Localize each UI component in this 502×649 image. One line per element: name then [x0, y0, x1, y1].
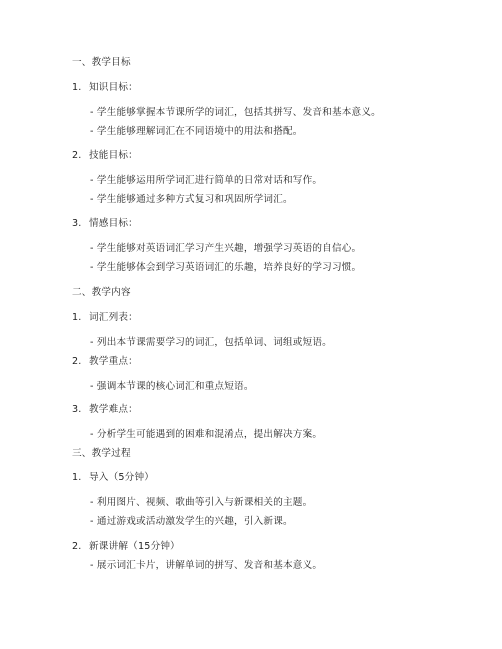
item-knowledge-goal	[72, 82, 138, 94]
item-label: 导入（5分钟）	[89, 472, 155, 483]
item-label: 教学重点：	[89, 356, 138, 367]
section-heading-process: 三、教学过程	[72, 448, 131, 459]
item-number: 3.	[72, 218, 82, 229]
bullet-item: - 学生能够运用所学词汇进行简单的日常对话和写作。	[90, 175, 323, 186]
bullet-item: - 利用图片、视频、歌曲等引入与新课相关的主题。	[90, 497, 313, 508]
bullet-item: - 学生能够对英语词汇学习产生兴趣，增强学习英语的自信心。	[90, 243, 362, 254]
bullet-item: - 分析学生可能遇到的困难和混淆点，提出解决方案。	[90, 429, 323, 440]
bullet-item: - 学生能够通过多种方式复习和巩固所学词汇。	[90, 194, 293, 205]
item-number: 1.	[72, 312, 82, 323]
item-label: 技能目标：	[89, 150, 138, 161]
item-number: 2.	[72, 150, 82, 161]
item-vocab-list	[72, 312, 138, 324]
section-heading-content: 二、教学内容	[72, 287, 131, 298]
bullet-item: - 列出本节课需要学习的词汇，包括单词、词组或短语。	[90, 337, 332, 348]
item-label: 教学难点：	[89, 404, 138, 415]
item-label: 知识目标：	[89, 82, 138, 93]
item-skill-goal	[72, 150, 138, 162]
item-label: 新课讲解（15分钟）	[89, 541, 180, 552]
item-introduction	[72, 472, 154, 484]
section-heading-objectives: 一、教学目标	[72, 57, 131, 68]
bullet-item: - 展示词汇卡片，讲解单词的拼写、发音和基本意义。	[90, 560, 323, 571]
item-key-points	[72, 356, 138, 368]
bullet-item: - 学生能够理解词汇在不同语境中的用法和搭配。	[90, 126, 303, 137]
bullet-item: - 强调本节课的核心词汇和重点短语。	[90, 381, 254, 392]
item-label: 词汇列表：	[89, 312, 138, 323]
item-difficulties	[72, 404, 138, 416]
item-new-lesson	[72, 541, 180, 553]
item-number: 2.	[72, 541, 82, 552]
item-number: 1.	[72, 472, 82, 483]
bullet-item: - 学生能够体会到学习英语词汇的乐趣，培养良好的学习习惯。	[90, 262, 362, 273]
item-number: 3.	[72, 404, 82, 415]
item-number: 1.	[72, 82, 82, 93]
bullet-item: - 通过游戏或活动激发学生的兴趣，引入新课。	[90, 516, 293, 527]
bullet-item: - 学生能够掌握本节课所学的词汇，包括其拼写、发音和基本意义。	[90, 107, 381, 118]
item-affective-goal	[72, 218, 138, 230]
item-number: 2.	[72, 356, 82, 367]
item-label: 情感目标：	[89, 218, 138, 229]
